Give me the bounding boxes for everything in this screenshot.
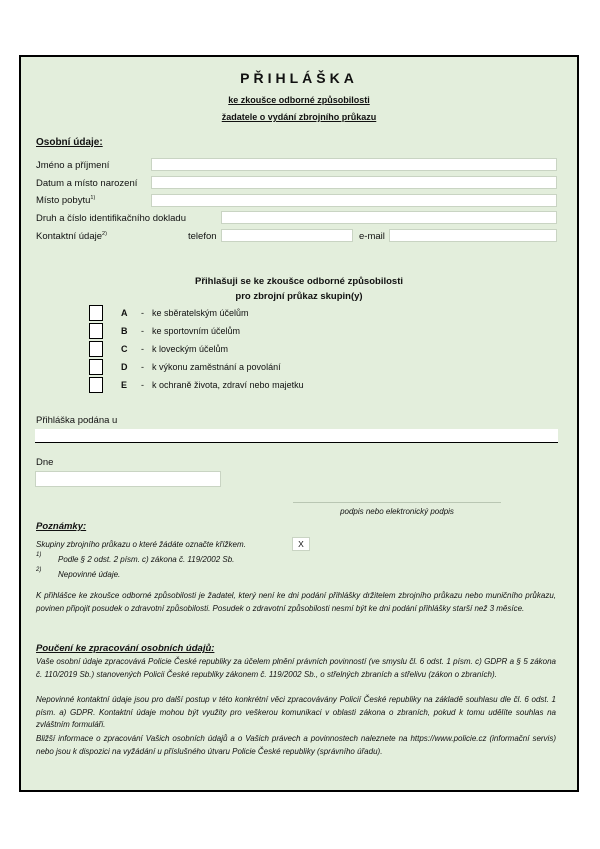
- name-field[interactable]: [151, 158, 557, 171]
- gdpr-paragraph-2: Nepovinné kontaktní údaje jsou pro další postup v této konkrétní věci zpracovávány Policií České republiky na základě souhlasu dle čl. 6 odst. 1 písm. a) GDPR. Kontaktní údaje mohou být využity pro veškerou komunikaci v oblasti zákona o zbraních, pokud k tomu udělíte souhlas na zvláštním formuláři.: [36, 695, 556, 729]
- notes-heading: Poznámky:: [36, 521, 87, 532]
- id-document-label: Druh a číslo identifikačního dokladu: [36, 213, 186, 224]
- group-b-text: ke sportovním účelům: [152, 326, 241, 336]
- footnote-2-text: Nepovinné údaje.: [58, 570, 121, 579]
- groups-heading-1: Přihlašuji se ke zkoušce odborné způsobilosti: [195, 276, 403, 287]
- birth-label: Datum a místo narození: [36, 178, 138, 189]
- residence-field[interactable]: [151, 194, 557, 207]
- example-mark-box: X: [292, 537, 310, 551]
- signature-line: [293, 502, 501, 503]
- group-a-dash: -: [141, 308, 144, 318]
- phone-label: telefon: [188, 231, 217, 242]
- email-label: e-mail: [359, 231, 385, 242]
- notes-instruction: Skupiny zbrojního průkazu o které žádáte označte křížkem.: [36, 540, 246, 549]
- form-subtitle-1: ke zkoušce odborné způsobilosti: [228, 95, 370, 105]
- form-subtitle-2: žadatele o vydání zbrojního průkazu: [221, 112, 377, 122]
- group-b-dash: -: [141, 326, 144, 336]
- footnote-2-mark: 2): [36, 567, 42, 573]
- phone-field[interactable]: [221, 229, 353, 242]
- group-a-text: ke sběratelským účelům: [152, 308, 249, 318]
- contact-label-wrap: [36, 231, 107, 242]
- group-e-dash: -: [141, 380, 144, 390]
- gdpr-paragraph-3: Bližší informace o zpracování Vašich osobních údajů a o Vašich právech a povinnostech naleznete na https://www.policie.cz (informační servis) nebo jsou k dispozici na vyžádání u příslušného útvaru Policie České republiky (správního úřadu).: [36, 734, 556, 756]
- contact-footnote-ref: 2): [102, 231, 107, 237]
- group-c-letter: C: [121, 344, 128, 354]
- name-label: Jméno a příjmení: [36, 160, 110, 171]
- group-a-letter: A: [121, 308, 128, 318]
- date-label: Dne: [36, 457, 54, 468]
- group-e-text: k ochraně života, zdraví nebo majetku: [152, 380, 304, 390]
- group-d-dash: -: [141, 362, 144, 372]
- group-d-letter: D: [121, 362, 128, 372]
- form-title: PŘIHLÁŠKA: [240, 70, 358, 86]
- submitted-at-field[interactable]: [35, 429, 558, 443]
- signature-label: podpis nebo elektronický podpis: [340, 507, 454, 516]
- group-b-checkbox[interactable]: [89, 323, 103, 339]
- application-form: [19, 55, 579, 792]
- gdpr-paragraph-1: Vaše osobní údaje zpracovává Policie České republiky za účelem plnění právních povinností (ve smyslu čl. 6 odst. 1 písm. c) GDPR a § 5 zákona č. 110/2019 Sb.) stanovených Policii České republiky zákonem č. 119/2002 Sb., o střelných zbraních a střelivu (zákon o zbraních).: [36, 657, 556, 679]
- gdpr-heading: Poučení ke zpracování osobních údajů:: [36, 643, 215, 654]
- group-a-checkbox[interactable]: [89, 305, 103, 321]
- group-e-letter: E: [121, 380, 128, 390]
- group-d-text: k výkonu zaměstnání a povolání: [152, 362, 281, 372]
- date-field[interactable]: [35, 471, 221, 487]
- birth-field[interactable]: [151, 176, 557, 189]
- footnote-1-text: Podle § 2 odst. 2 písm. c) zákona č. 119/2002 Sb.: [58, 555, 235, 564]
- group-c-checkbox[interactable]: [89, 341, 103, 357]
- personal-data-heading: Osobní údaje:: [36, 137, 103, 148]
- group-d-checkbox[interactable]: [89, 359, 103, 375]
- id-document-field[interactable]: [221, 211, 557, 224]
- group-c-text: k loveckým účelům: [152, 344, 229, 354]
- health-certificate-note: K přihlášce ke zkoušce odborné způsobilosti je žadatel, který není ke dni podání přihlášky držitelem zbrojního průkazu nebo muničního průkazu, povinen připojit posudek o zdravotní způsobilosti. Posudek o zdravotní způsobilosti nesmí být ke dni podání přihlášky starší než 3 měsíce.: [36, 591, 556, 613]
- email-field[interactable]: [389, 229, 557, 242]
- residence-footnote-ref: 1): [90, 195, 96, 201]
- contact-label: Kontaktní údaje: [36, 231, 103, 243]
- group-e-checkbox[interactable]: [89, 377, 103, 393]
- submitted-at-label: Přihláška podána u: [36, 415, 118, 426]
- residence-label-wrap: [36, 195, 95, 206]
- groups-heading-2: pro zbrojní průkaz skupin(y): [235, 291, 363, 302]
- group-b-letter: B: [121, 326, 128, 336]
- group-c-dash: -: [141, 344, 144, 354]
- footnote-1-mark: 1): [36, 552, 42, 558]
- residence-label: Místo pobytu: [36, 195, 91, 207]
